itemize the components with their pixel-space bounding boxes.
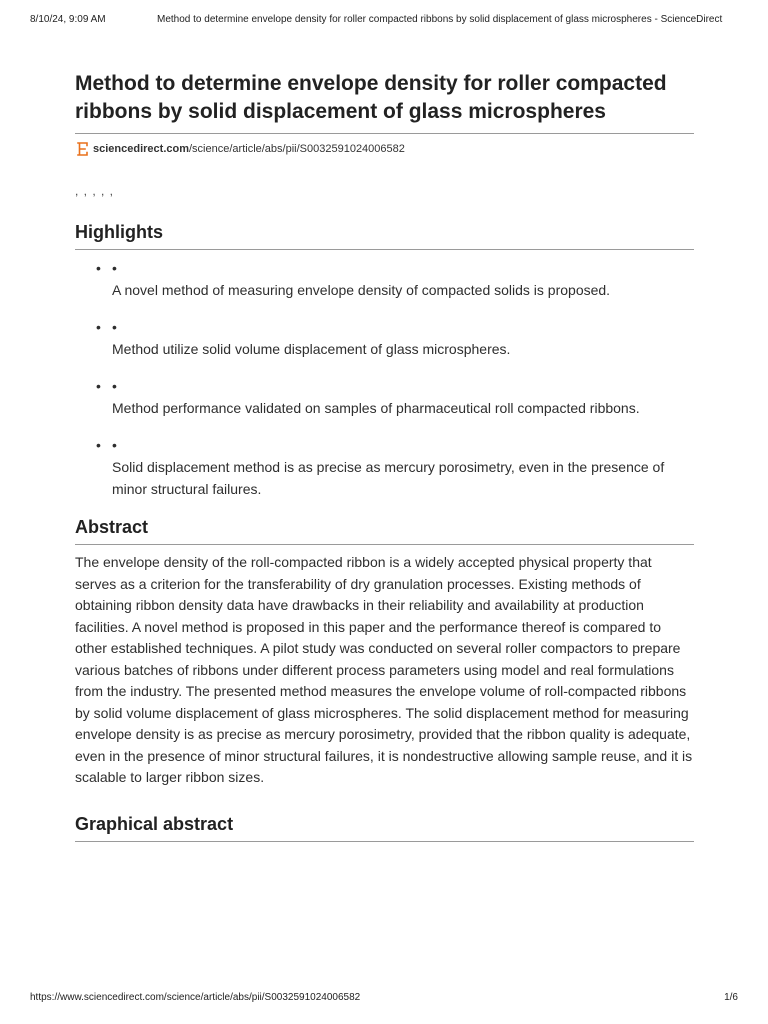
source-path: /science/article/abs/pii/S0032591024006582 [189,143,405,155]
highlights-section [75,220,694,250]
highlights-heading: Highlights [75,222,163,242]
print-page-title: Method to determine envelope density for roller compacted ribbons by solid displacement of glass microspheres - ScienceDirect [157,14,723,25]
article-content [75,70,694,842]
article-title: Method to determine envelope density for roller compacted ribbons by solid displacement of glass microspheres [75,72,667,123]
elsevier-logo-icon [75,141,89,157]
source-domain-link[interactable]: sciencedirect.com [93,143,189,155]
highlight-item [75,316,694,360]
bullet-icon: • [112,319,117,335]
abstract-text: The envelope density of the roll-compacted ribbon is a widely accepted physical property that serves as a criterion for the transferability of dry granulation processes. Existing methods of obtaining ribbon density data have drawbacks in their reliability and availability at production facilities. A novel method is proposed in this paper and the performance thereof is compared to other established techniques. A pilot study was conducted on several roller compactors to prepare various batches of ribbons under different process parameters using model and real formulations from the industry. The presented method measures the envelope volume of roll-compacted ribbons by solid volume displacement of glass microspheres. The solid displacement method for measuring envelope density is as precise as mercury porosimetry, provided that the ribbon quality is adequate, even in the presence of minor structural failures, it is nondestructive allowing sample reuse, and it is scalable to larger ribbon sizes. [75,554,693,785]
graphical-abstract-section [75,812,694,842]
bullet-icon: • [112,378,117,394]
highlight-item [75,434,694,500]
print-footer-url: https://www.sciencedirect.com/science/article/abs/pii/S0032591024006582 [30,992,361,1003]
print-datetime: 8/10/24, 9:09 AM [30,14,106,25]
bullet-icon: • [112,437,117,453]
highlight-text: Method performance validated on samples of pharmaceutical roll compacted ribbons. [112,400,640,416]
bullet-icon: • [96,260,101,276]
bullet-icon: • [96,437,101,453]
abstract-section [75,515,694,545]
bullet-icon: • [96,378,101,394]
highlight-text: Method utilize solid volume displacement of glass microspheres. [112,341,511,357]
source-line [75,140,694,158]
graphical-abstract-heading: Graphical abstract [75,813,234,834]
highlight-item [75,257,694,301]
abstract-heading: Abstract [75,517,149,537]
abstract-divider [75,544,694,545]
highlight-text: Solid displacement method is as precise as mercury porosimetry, even in the presence of minor structural failures. [112,459,665,497]
highlight-item [75,375,694,419]
page-indicator: 1/6 [724,992,738,1003]
graphical-abstract-divider [75,841,694,842]
bullet-icon: • [112,260,117,276]
author-list: , , , , , [75,184,115,198]
bullet-icon: • [96,319,101,335]
highlight-text: A novel method of measuring envelope density of compacted solids is proposed. [112,282,611,298]
title-divider [75,133,694,134]
highlights-divider [75,249,694,250]
highlights-list [75,257,694,500]
print-header [30,14,738,28]
